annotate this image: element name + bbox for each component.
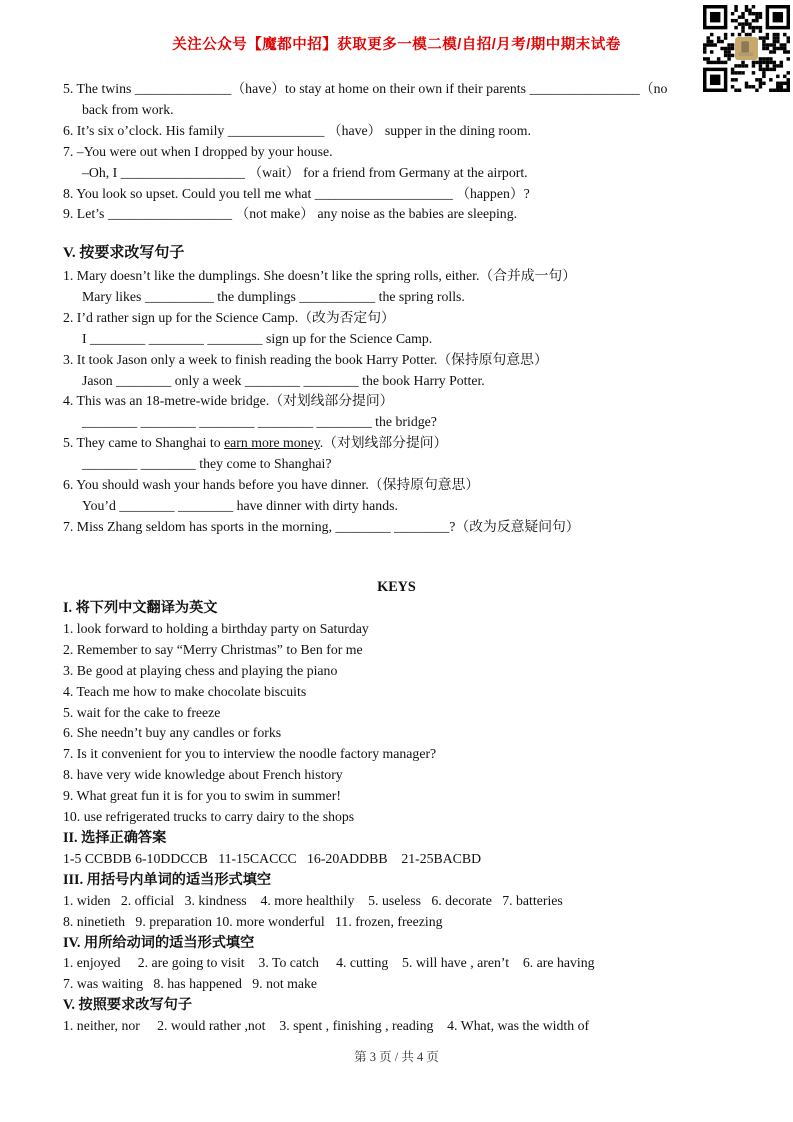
- keys-title: KEYS: [377, 579, 416, 595]
- text-line: 3. It took Jason only a week to finish reading the book Harry Potter.（保持原句意思）: [63, 351, 548, 367]
- text-line: 4. Teach me how to make chocolate biscuits: [63, 683, 307, 699]
- text-line: 1. enjoyed 2. are going to visit 3. To catch 4. cutting 5. will have , aren’t 6. are having: [63, 955, 595, 971]
- text-line: 10. use refrigerated trucks to carry dairy to the shops: [63, 809, 355, 825]
- text-line: 9. Let’s __________________ （not make） any noise as the babies are sleeping.: [63, 206, 518, 222]
- text-line: 6. It’s six o’clock. His family ______________ （have） supper in the dining room.: [63, 122, 531, 138]
- text-line: 1. neither, nor 2. would rather ,not 3. spent , finishing , reading 4. What, was the width of: [63, 1018, 590, 1034]
- text-line: 8. You look so upset. Could you tell me what ____________________ （happen）?: [63, 185, 530, 201]
- text-line: [63, 433, 747, 454]
- keys-section-heading: II. 选择正确答案: [63, 829, 167, 846]
- keys-section-heading: I. 将下列中文翻译为英文: [63, 600, 218, 616]
- text-line: 5. The twins ______________（have）to stay at home on their own if their parents ________________（no: [63, 81, 668, 96]
- text-line: 9. What great fun it is for you to swim in summer!: [63, 788, 341, 804]
- text-segment: .（对划线部分提问）: [319, 435, 448, 451]
- text-line: 2. Remember to say “Merry Christmas” to Ben for me: [63, 641, 363, 657]
- rewrite-section-lines: [63, 266, 747, 538]
- text-line: You’d ________ ________ have dinner with dirty hands.: [82, 497, 398, 513]
- text-line: 6. She needn’t buy any candles or forks: [63, 725, 282, 741]
- text-line: 5. wait for the cake to freeze: [63, 704, 221, 720]
- text-line: 6. You should wash your hands before you have dinner.（保持原句意思）: [63, 477, 480, 493]
- text-line: 1-5 CCBDB 6-10DDCCB 11-15CACCC 16-20ADDBB 21-25BACBD: [63, 850, 482, 866]
- rewrite-section-block: [63, 241, 747, 538]
- text-line: 8. have very wide knowledge about French history: [63, 767, 343, 783]
- text-line: –Oh, I __________________ （wait） for a friend from Germany at the airport.: [82, 164, 528, 180]
- header-notice: 关注公众号【魔都中招】获取更多一模二模/自招/月考/期中期末试卷: [172, 37, 621, 53]
- text-line: ________ ________ they come to Shanghai?: [82, 456, 332, 472]
- keys-section-heading: V. 按照要求改写句子: [63, 997, 193, 1014]
- underlined-phrase: earn more money: [224, 435, 320, 451]
- verb-fill-block: [63, 79, 747, 225]
- text-line: 1. widen 2. official 3. kindness 4. more healthily 5. useless 6. decorate 7. batteries: [63, 892, 563, 908]
- text-line: back from work.: [82, 101, 174, 117]
- text-line: Mary likes __________ the dumplings ___________ the spring rolls.: [82, 288, 465, 304]
- text-segment: 5. They came to Shanghai to: [63, 435, 225, 451]
- text-line: 7. Is it convenient for you to interview the noodle factory manager?: [63, 746, 437, 762]
- keys-block: [63, 598, 747, 1037]
- text-line: Jason ________ only a week ________ ________ the book Harry Potter.: [82, 372, 485, 388]
- text-line: I ________ ________ ________ sign up for the Science Camp.: [82, 330, 433, 346]
- text-line: 8. ninetieth 9. preparation 10. more wonderful 11. frozen, freezing: [63, 913, 443, 929]
- keys-section-heading: III. 用括号内单词的适当形式填空: [63, 871, 272, 888]
- text-line: 3. Be good at playing chess and playing the piano: [63, 662, 338, 678]
- text-line: ________ ________ ________ ________ ________ the bridge?: [82, 414, 437, 430]
- text-line: 1. Mary doesn’t like the dumplings. She doesn’t like the spring rolls, either.（合并成一句）: [63, 268, 576, 283]
- text-line: 2. I’d rather sign up for the Science Camp.（改为否定句）: [63, 309, 395, 325]
- text-line: 7. Miss Zhang seldom has sports in the morning, ________ ________?（改为反意疑问句）: [63, 518, 580, 534]
- rewrite-section-heading: V. 按要求改写句子: [63, 245, 185, 261]
- text-line: 4. This was an 18-metre-wide bridge.（对划线部分提问）: [63, 393, 394, 409]
- text-line: 7. was waiting 8. has happened 9. not make: [63, 976, 318, 992]
- page-footer: 第 3 页 / 共 4 页: [354, 1050, 439, 1064]
- text-line: 7. –You were out when I dropped by your house.: [63, 143, 333, 159]
- text-line: 1. look forward to holding a birthday party on Saturday: [63, 620, 369, 636]
- keys-section-heading: IV. 用所给动词的适当形式填空: [63, 934, 255, 951]
